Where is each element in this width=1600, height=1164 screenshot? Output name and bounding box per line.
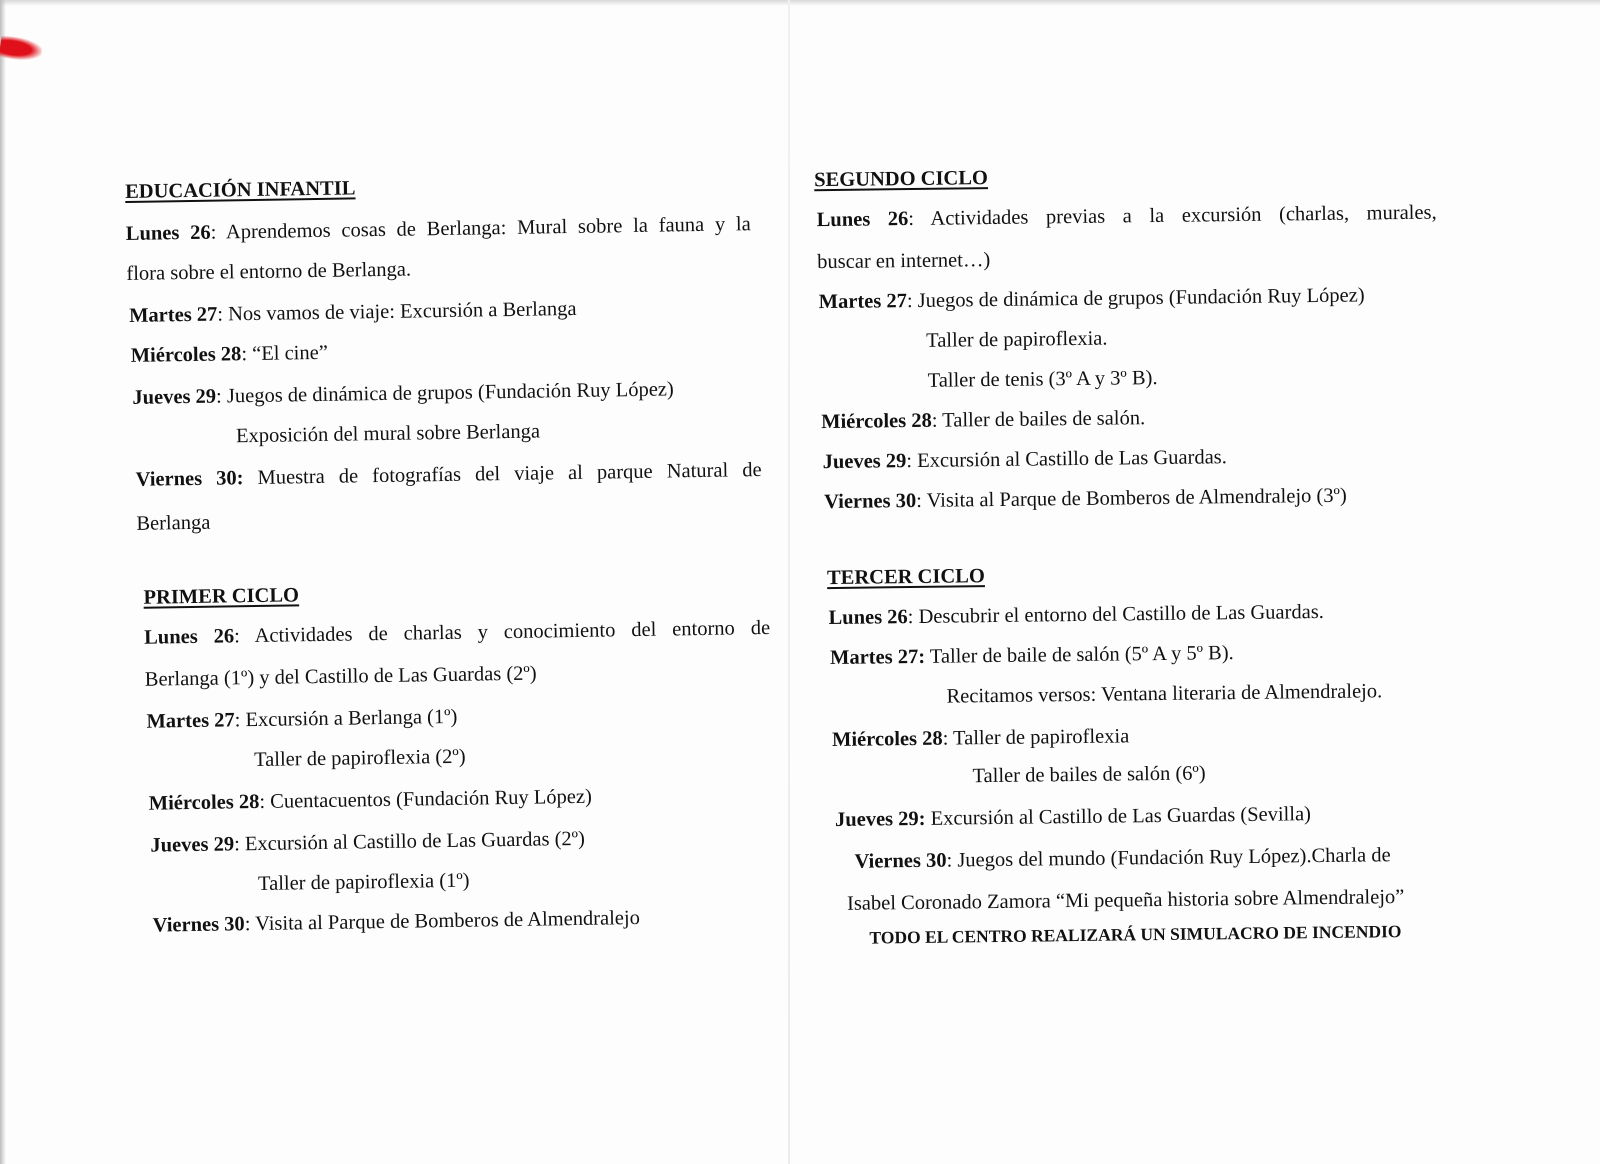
tercer-thursday bbox=[835, 804, 1311, 830]
day-label: Miércoles 28 bbox=[130, 343, 242, 367]
day-label: Lunes 26 bbox=[816, 208, 909, 232]
activity-text: : Taller de bailes de salón. bbox=[931, 407, 1146, 432]
infantil-wednesday bbox=[131, 343, 328, 367]
tercer-friday bbox=[854, 845, 1390, 872]
primer-monday-cont: Berlanga (1º) y del Castillo de Las Guardas (2º) bbox=[144, 662, 537, 691]
activity-text: Muestra de fotografías del viaje al parque Natural de bbox=[243, 459, 762, 490]
activity-text: : Juegos del mundo (Fundación Ruy López).Charla de bbox=[946, 844, 1391, 872]
activity-text: : Cuentacuentos (Fundación Ruy López) bbox=[259, 785, 592, 813]
activity-text: : Visita al Parque de Bomberos de Almendralejo bbox=[244, 907, 641, 936]
activity-text: : Aprendemos cosas de Berlanga: Mural sobre la fauna y la bbox=[210, 213, 751, 244]
day-label: Viernes 30 bbox=[854, 849, 947, 873]
tercer-tuesday bbox=[830, 643, 1234, 668]
day-label: Viernes 30: bbox=[135, 467, 244, 491]
activity-text: : Actividades previas a la excursión (charlas, murales, bbox=[908, 201, 1437, 231]
infantil-heading: EDUCACIÓN INFANTIL bbox=[124, 177, 356, 203]
tercer-tuesday-extra: Recitamos versos: Ventana literaria de Almendralejo. bbox=[946, 680, 1383, 708]
day-label: Martes 27 bbox=[128, 303, 218, 327]
day-label: Jueves 29 bbox=[132, 385, 217, 409]
segundo-wednesday bbox=[821, 408, 1145, 432]
infantil-thursday-extra: Exposición del mural sobre Berlanga bbox=[235, 420, 541, 448]
activity-text: : Actividades de charlas y conocimiento del entorno de bbox=[233, 616, 771, 648]
primer-heading: PRIMER CICLO bbox=[143, 584, 300, 609]
closing-notice: TODO EL CENTRO REALIZARÁ UN SIMULACRO DE INCENDIO bbox=[869, 921, 1402, 948]
segundo-thursday bbox=[823, 447, 1227, 472]
right-column bbox=[814, 156, 1470, 948]
day-label: Miércoles 28 bbox=[148, 790, 260, 815]
segundo-tuesday-extra-2: Taller de tenis (3º A y 3º B). bbox=[927, 367, 1158, 392]
segundo-monday-cont: buscar en internet…) bbox=[817, 249, 991, 274]
day-label: Miércoles 28 bbox=[821, 409, 932, 434]
infantil-monday-cont: flora sobre el entorno de Berlanga. bbox=[126, 258, 412, 285]
primer-thursday-extra: Taller de papiroflexia (1º) bbox=[257, 869, 470, 895]
infantil-friday-cont: Berlanga bbox=[136, 511, 211, 535]
tercer-monday bbox=[828, 602, 1324, 629]
scan-left-edge bbox=[0, 0, 6, 1164]
activity-text: : Juegos de dinámica de grupos (Fundación Ruy López) bbox=[906, 284, 1365, 313]
tercer-wednesday bbox=[832, 726, 1129, 750]
left-column bbox=[124, 172, 780, 937]
activity-text: : Excursión a Berlanga (1º) bbox=[234, 705, 458, 732]
activity-text: Taller de baile de salón (5º A y 5º B). bbox=[924, 642, 1234, 668]
infantil-tuesday bbox=[129, 299, 577, 327]
activity-text: : “El cine” bbox=[241, 341, 329, 366]
day-label: Lunes 26 bbox=[828, 606, 908, 630]
infantil-thursday bbox=[132, 379, 674, 408]
activity-text: : Excursión al Castillo de Las Guardas. bbox=[906, 446, 1227, 473]
day-label: Lunes 26 bbox=[125, 221, 211, 245]
day-label: Martes 27 bbox=[146, 709, 235, 733]
activity-text: Excursión al Castillo de Las Guardas (Sevilla) bbox=[925, 803, 1312, 830]
activity-text: : Nos vamos de viaje: Excursión a Berlanga bbox=[217, 297, 577, 326]
activity-text: : Taller de papiroflexia bbox=[942, 725, 1130, 750]
primer-wednesday bbox=[149, 787, 592, 814]
tercer-heading: TERCER CICLO bbox=[826, 565, 985, 590]
segundo-friday bbox=[824, 486, 1347, 513]
infantil-friday bbox=[136, 460, 762, 490]
tercer-wednesday-extra: Taller de bailes de salón (6º) bbox=[972, 762, 1206, 788]
primer-tuesday bbox=[146, 707, 457, 732]
segundo-heading: SEGUNDO CICLO bbox=[814, 167, 989, 192]
infantil-monday bbox=[126, 214, 751, 244]
day-label: Lunes 26 bbox=[143, 625, 235, 649]
primer-friday bbox=[153, 908, 641, 936]
page-fold bbox=[788, 0, 790, 1164]
segundo-monday bbox=[817, 203, 1437, 231]
primer-monday bbox=[144, 618, 770, 648]
day-label: Viernes 30 bbox=[152, 913, 245, 937]
day-label: Martes 27 bbox=[818, 290, 908, 314]
red-ink-mark bbox=[0, 35, 43, 63]
activity-text: : Excursión al Castillo de Las Guardas (2º) bbox=[233, 827, 586, 856]
primer-tuesday-extra: Taller de papiroflexia (2º) bbox=[253, 745, 466, 772]
scan-top-edge bbox=[0, 0, 1600, 6]
activity-text: : Juegos de dinámica de grupos (Fundación Ruy López) bbox=[215, 378, 674, 408]
segundo-tuesday bbox=[819, 285, 1365, 312]
activity-text: : Visita al Parque de Bomberos de Almendralejo (3º) bbox=[916, 484, 1347, 512]
tercer-friday-cont: Isabel Coronado Zamora “Mi pequeña historia sobre Almendralejo” bbox=[846, 886, 1405, 915]
day-label: Jueves 29: bbox=[834, 807, 926, 831]
day-label: Jueves 29 bbox=[822, 450, 907, 474]
day-label: Martes 27: bbox=[829, 645, 926, 670]
day-label: Viernes 30 bbox=[823, 489, 917, 514]
day-label: Jueves 29 bbox=[150, 833, 235, 857]
primer-thursday bbox=[150, 829, 585, 856]
segundo-tuesday-extra-1: Taller de papiroflexia. bbox=[926, 327, 1108, 352]
day-label: Miércoles 28 bbox=[831, 727, 943, 752]
activity-text: : Descubrir el entorno del Castillo de Las Guardas. bbox=[907, 601, 1324, 629]
